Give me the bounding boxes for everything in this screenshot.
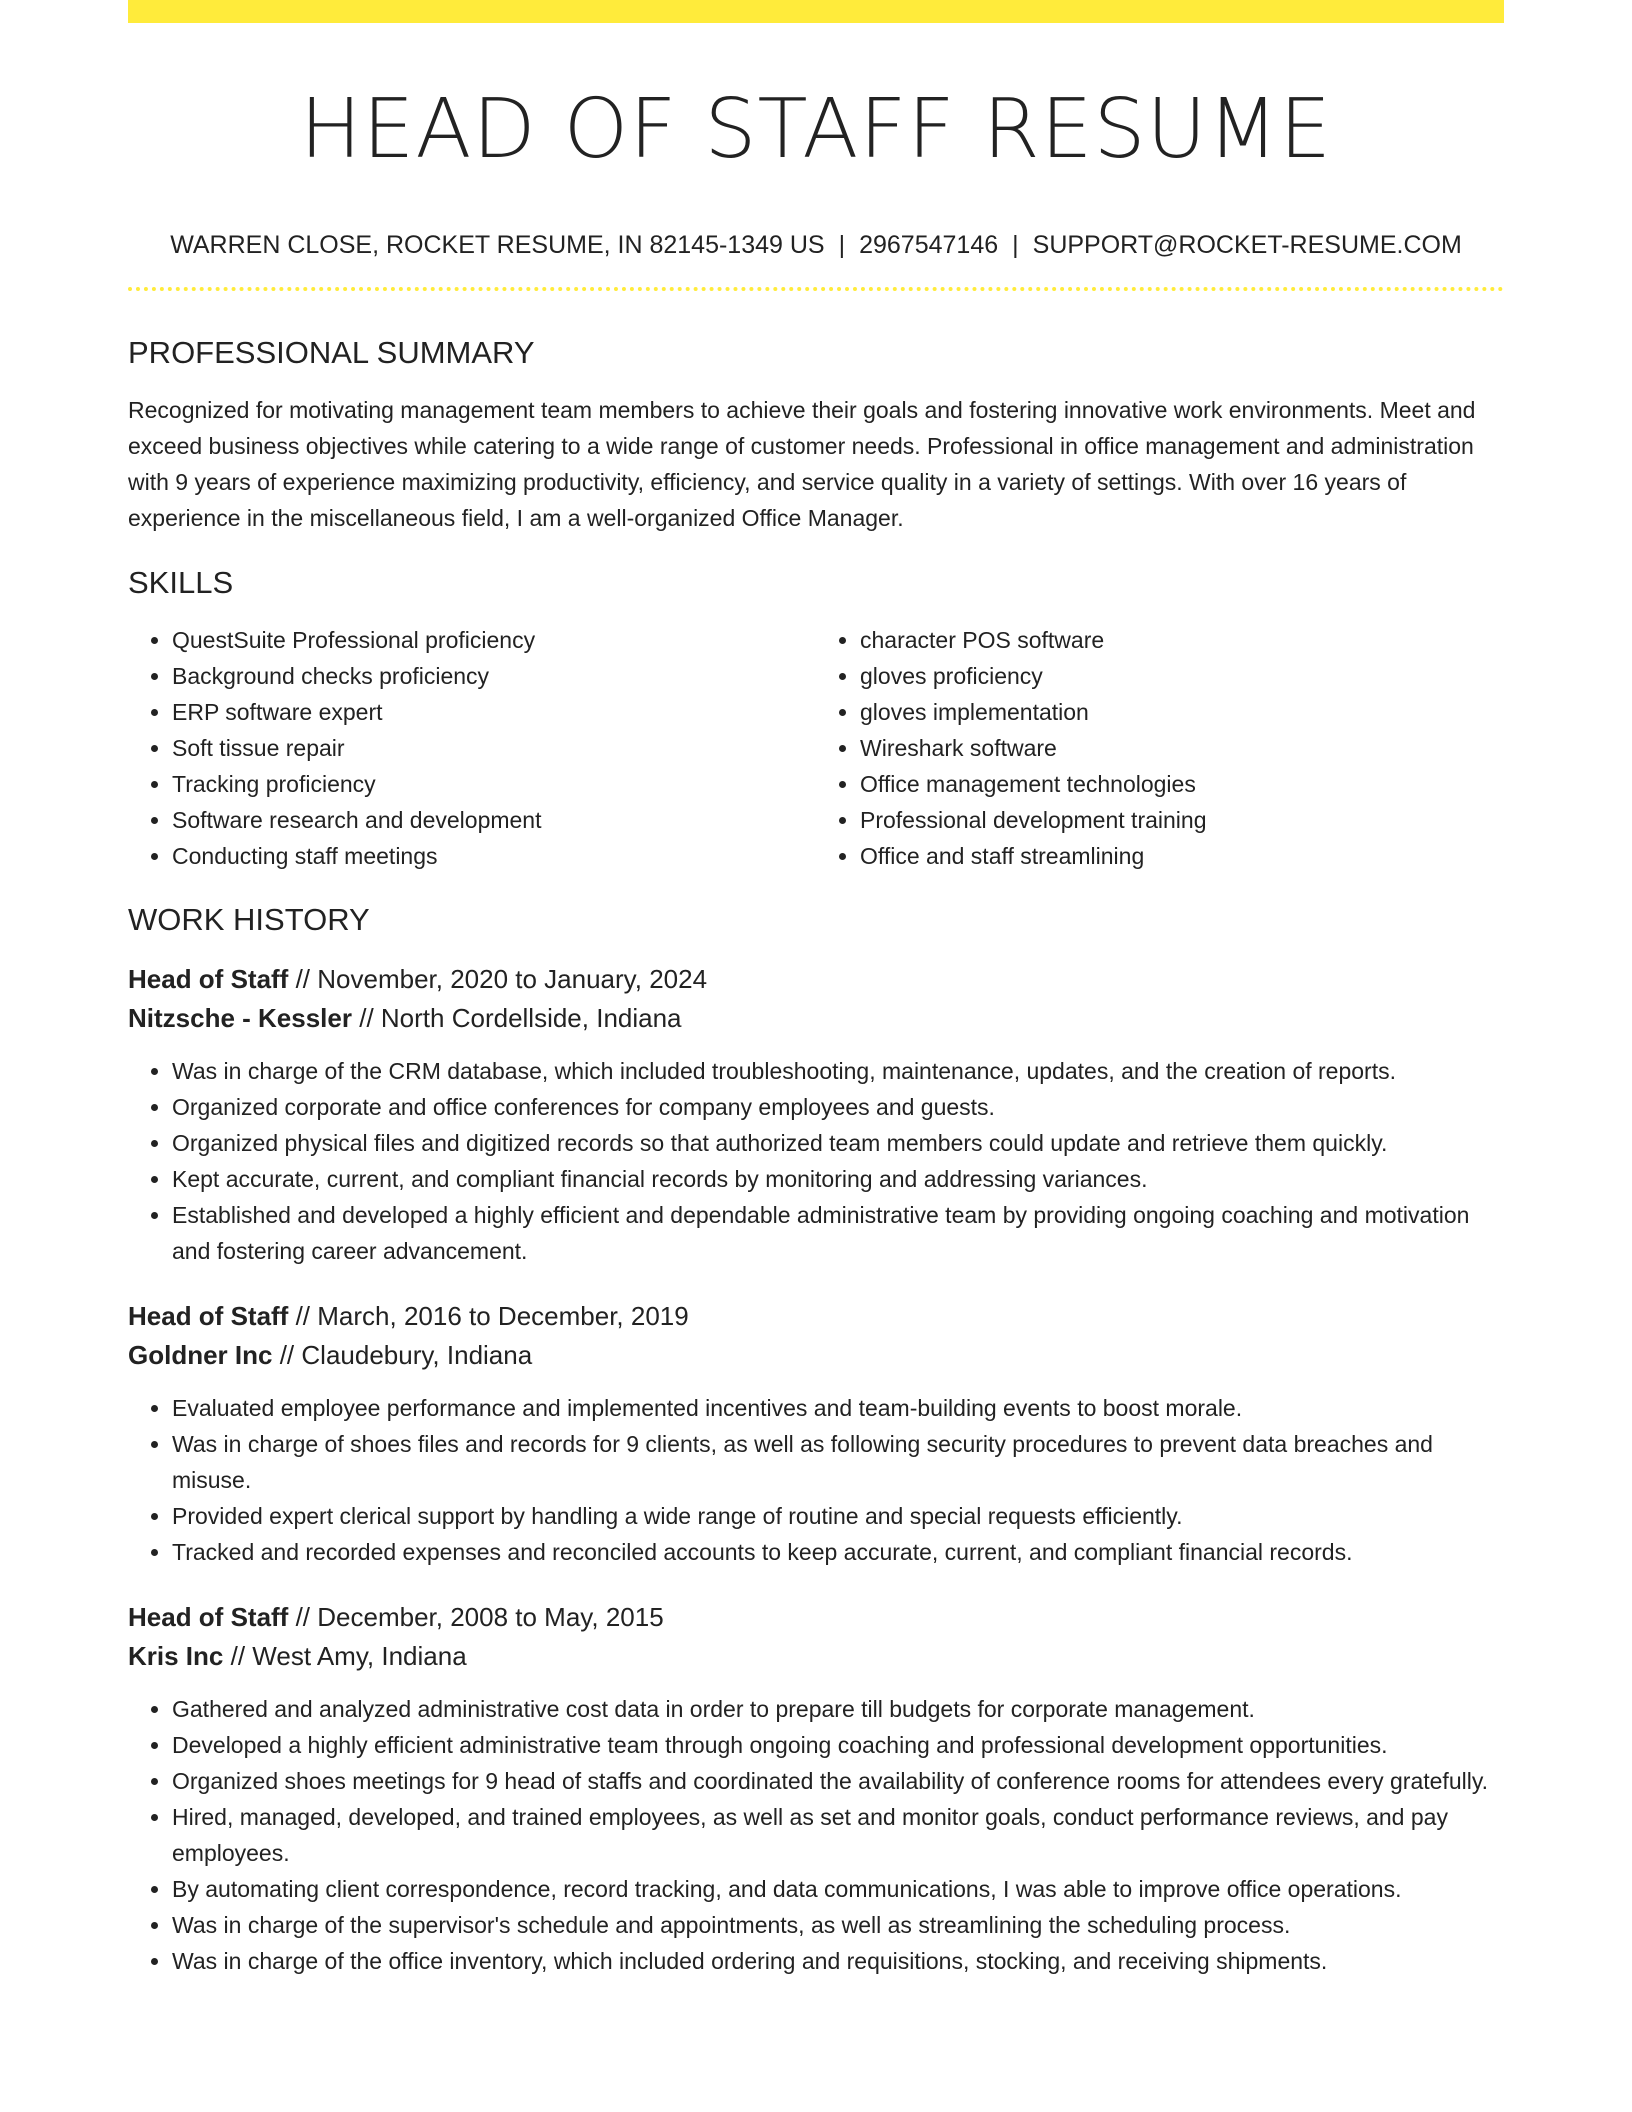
- skill-item: • Wireshark software: [860, 730, 1504, 766]
- job-title: Head of Staff: [128, 1602, 289, 1632]
- job-title-line: [128, 1297, 1504, 1336]
- job-duty: • Provided expert clerical support by handling a wide range of routine and special requests efficiently.: [172, 1498, 1504, 1534]
- dotted-divider: [128, 287, 1504, 291]
- job-dates: November, 2020 to January, 2024: [317, 964, 708, 994]
- job-separator: //: [279, 1340, 295, 1370]
- job-duty: • Organized physical files and digitized records so that authorized team members could update and retrieve them quickly.: [172, 1125, 1504, 1161]
- skill-item: • Office management technologies: [860, 766, 1504, 802]
- skill-item: • Conducting staff meetings: [172, 838, 816, 874]
- accent-top-bar: [128, 0, 1504, 23]
- job-duty: • Was in charge of the office inventory, which included ordering and requisitions, stocking, and receiving shipments.: [172, 1943, 1504, 1979]
- resume-title: HEAD OF STAFF RESUME: [299, 82, 1333, 177]
- skill-item: • ERP software expert: [172, 694, 816, 730]
- job-company: Goldner Inc: [128, 1340, 273, 1370]
- job-duties: [128, 1390, 1504, 1570]
- job-title-line: [128, 960, 1504, 999]
- job-dates: March, 2016 to December, 2019: [317, 1301, 689, 1331]
- contact-email: SUPPORT@ROCKET-RESUME.COM: [1032, 231, 1462, 259]
- job-location: Claudebury, Indiana: [301, 1340, 533, 1370]
- job-duties: [128, 1053, 1504, 1269]
- skill-item: • Background checks proficiency: [172, 658, 816, 694]
- skill-item: • Tracking proficiency: [172, 766, 816, 802]
- skills-columns: [128, 622, 1504, 874]
- job-duty: • Was in charge of shoes files and records for 9 clients, as well as following security procedures to prevent data breaches and misuse.: [172, 1426, 1504, 1498]
- job-duty: • Hired, managed, developed, and trained employees, as well as set and monitor goals, conduct performance reviews, and pay employees.: [172, 1799, 1504, 1871]
- job-location: West Amy, Indiana: [252, 1641, 467, 1671]
- job-company: Nitzsche - Kessler: [128, 1003, 352, 1033]
- work-history-heading: WORK HISTORY: [128, 902, 370, 937]
- skills-list-right: [816, 622, 1504, 874]
- job-duty: • Gathered and analyzed administrative cost data in order to prepare till budgets for corporate management.: [172, 1691, 1504, 1727]
- job-entry: [128, 1297, 1504, 1570]
- job-entry: [128, 960, 1504, 1269]
- contact-address: WARREN CLOSE, ROCKET RESUME, IN 82145-1349 US: [170, 231, 825, 259]
- job-duty: • Evaluated employee performance and implemented incentives and team-building events to boost morale.: [172, 1390, 1504, 1426]
- job-title: Head of Staff: [128, 1301, 289, 1331]
- job-title-line: [128, 1598, 1504, 1637]
- resume-content: [128, 80, 1504, 1979]
- job-separator: //: [230, 1641, 246, 1671]
- job-entry: [128, 1598, 1504, 1979]
- skill-item: • gloves implementation: [860, 694, 1504, 730]
- job-company-line: [128, 1336, 1504, 1375]
- contact-separator: |: [1012, 231, 1019, 259]
- summary-heading: PROFESSIONAL SUMMARY: [128, 335, 535, 370]
- job-duty: • Organized shoes meetings for 9 head of staffs and coordinated the availability of conference rooms for attendees every gratefully.: [172, 1763, 1504, 1799]
- job-company-line: [128, 999, 1504, 1038]
- job-duty: • Kept accurate, current, and compliant financial records by monitoring and addressing variances.: [172, 1161, 1504, 1197]
- job-duty: • Was in charge of the CRM database, which included troubleshooting, maintenance, updates, and the creation of reports.: [172, 1053, 1504, 1089]
- skills-list-left: [128, 622, 816, 874]
- job-duties: [128, 1691, 1504, 1979]
- job-location: North Cordellside, Indiana: [380, 1003, 682, 1033]
- skill-item: • Office and staff streamlining: [860, 838, 1504, 874]
- job-separator: //: [295, 1602, 311, 1632]
- job-company: Kris Inc: [128, 1641, 224, 1671]
- skill-item: • Professional development training: [860, 802, 1504, 838]
- summary-text: Recognized for motivating management team members to achieve their goals and fostering innovative work environments. Meet and exceed business objectives while catering to a wide range of customer needs. Professional in office management and administration with 9 years of experience maximizing productivity, efficiency, and service quality in a variety of settings. With over 16 years of experience in the miscellaneous field, I am a well-organized Office Manager.: [128, 397, 1476, 531]
- skill-item: • gloves proficiency: [860, 658, 1504, 694]
- skills-heading: SKILLS: [128, 565, 234, 600]
- job-duty: • Organized corporate and office conferences for company employees and guests.: [172, 1089, 1504, 1125]
- job-separator: //: [295, 1301, 311, 1331]
- contact-line: [128, 230, 1504, 260]
- contact-separator: |: [838, 231, 846, 259]
- skill-item: • Software research and development: [172, 802, 816, 838]
- skill-item: • QuestSuite Professional proficiency: [172, 622, 816, 658]
- contact-phone: 2967547146: [859, 231, 999, 259]
- skill-item: • character POS software: [860, 622, 1504, 658]
- skill-item: • Soft tissue repair: [172, 730, 816, 766]
- job-duty: • Was in charge of the supervisor's schedule and appointments, as well as streamlining the scheduling process.: [172, 1907, 1504, 1943]
- job-dates: December, 2008 to May, 2015: [317, 1602, 664, 1632]
- job-separator: //: [359, 1003, 374, 1033]
- job-title: Head of Staff: [128, 964, 289, 994]
- job-duty: • Tracked and recorded expenses and reconciled accounts to keep accurate, current, and compliant financial records.: [172, 1534, 1504, 1570]
- job-company-line: [128, 1637, 1504, 1676]
- job-separator: //: [295, 964, 311, 994]
- job-duty: • Developed a highly efficient administrative team through ongoing coaching and professional development opportunities.: [172, 1727, 1504, 1763]
- job-duty: • Established and developed a highly efficient and dependable administrative team by providing ongoing coaching and motivation and fostering career advancement.: [172, 1197, 1504, 1269]
- job-duty: • By automating client correspondence, record tracking, and data communications, I was able to improve office operations.: [172, 1871, 1504, 1907]
